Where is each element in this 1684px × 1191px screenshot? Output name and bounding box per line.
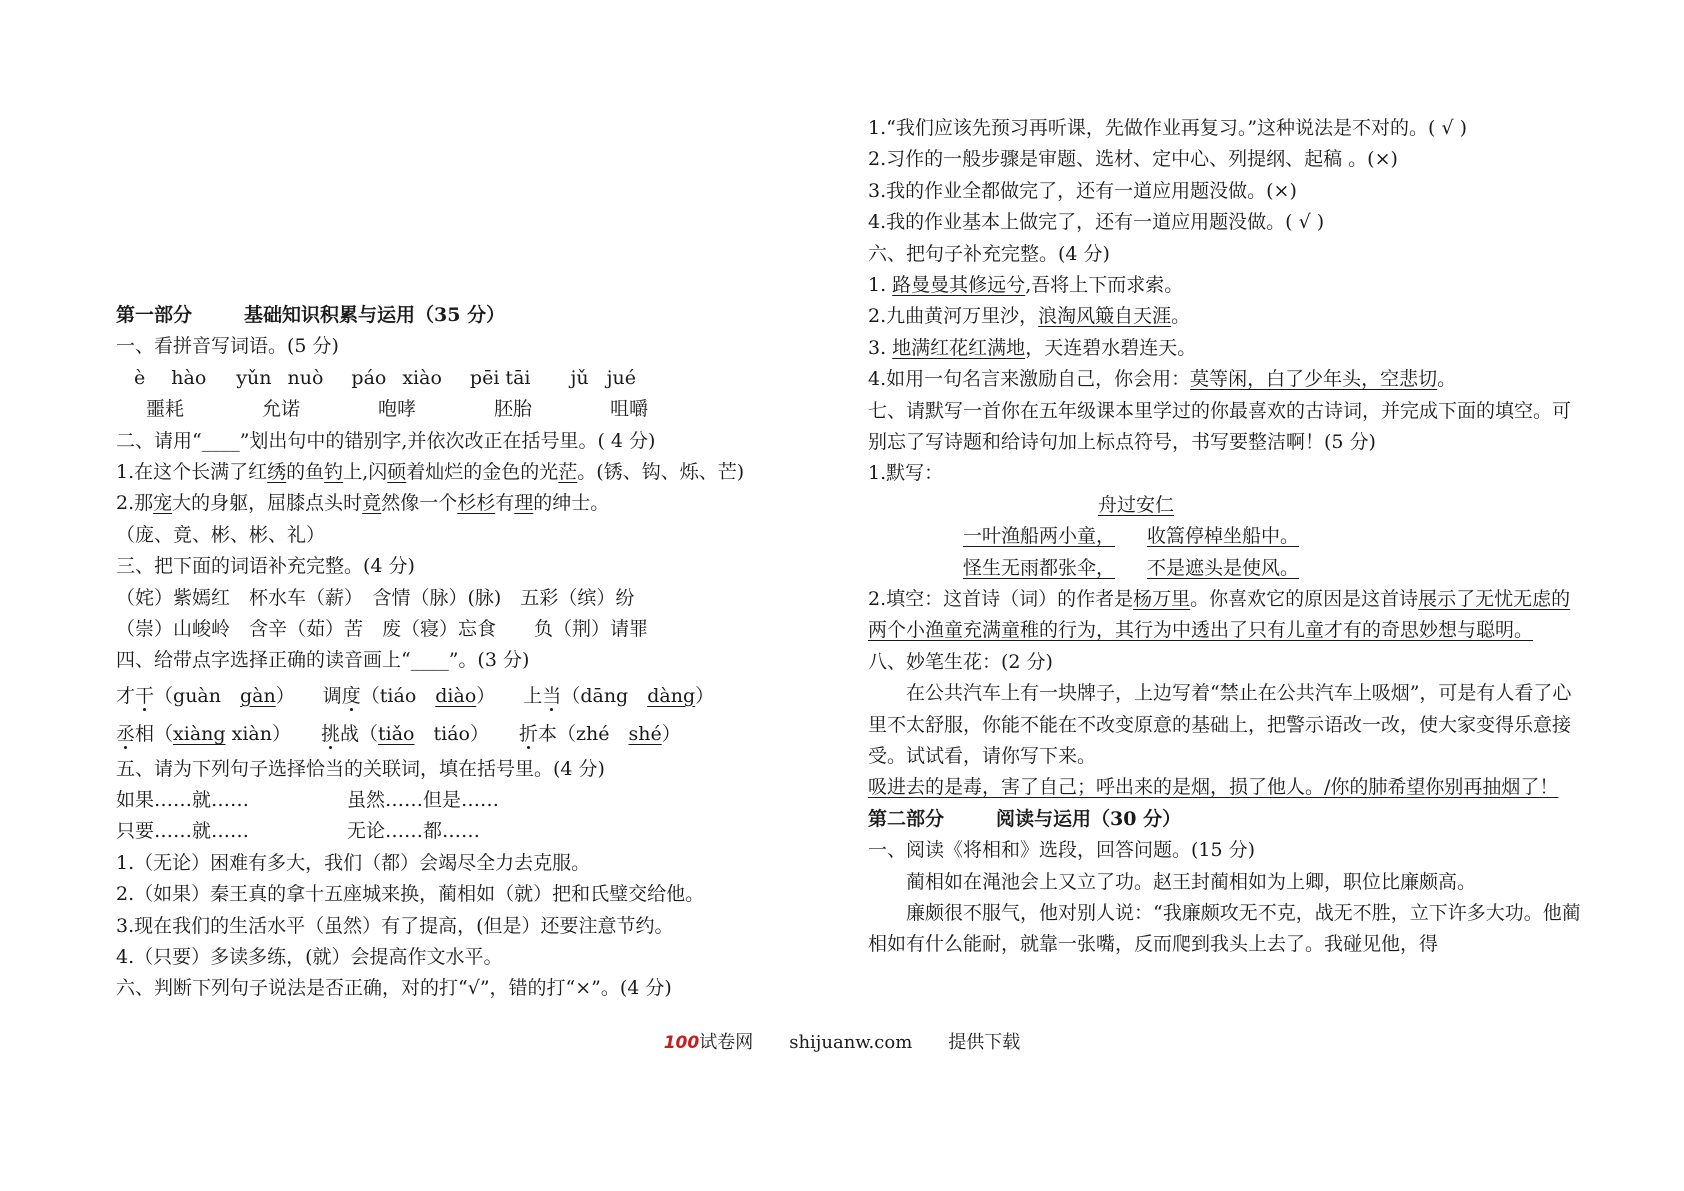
pinyin: yǔn	[236, 366, 272, 389]
answer: 莫等闲，白了少年头，空悲切	[1190, 368, 1438, 391]
answer-word: 允诺	[262, 398, 301, 421]
judge-item: 2.习作的一般步骤是审题、选材、定中心、列提纲、起稿 。(×)	[868, 148, 1398, 171]
text: 。你喜欢它的原因是这首诗	[1190, 587, 1419, 610]
poem-verse: 怪生无雨都张伞，	[963, 556, 1116, 579]
text: 然像一个	[381, 492, 458, 515]
dotted-char: 当	[542, 684, 562, 707]
option: 无论……都……	[347, 820, 481, 843]
option: 只要……就……	[116, 820, 250, 843]
text: 2.填空：这首诗（词）的作者是	[868, 587, 1134, 610]
q1-pinyin-row	[116, 363, 836, 394]
text: 上,闪	[343, 460, 388, 483]
text: ）	[476, 684, 496, 707]
q1-words-row	[116, 394, 836, 425]
text: 上	[523, 684, 543, 707]
text: 战（	[339, 723, 378, 746]
pinyin: è	[134, 366, 146, 389]
text: 才	[116, 684, 136, 707]
q3-row-2: （崇）山峻岭 含辛（茹）苦 废（寝）忘食 负（荆）请罪	[116, 617, 649, 640]
pinyin: jǔ	[570, 366, 589, 389]
text: xiàn）	[225, 723, 291, 746]
answer-pinyin: gàn	[240, 684, 276, 707]
poem-verse: 不是遮头是使风。	[1147, 556, 1300, 579]
answer-word: 噩耗	[146, 398, 185, 421]
part2-subtitle: 阅读与运用（30 分）	[996, 807, 1182, 830]
pinyin: pēi tāi	[469, 366, 531, 389]
page-footer	[0, 1028, 1684, 1058]
q2-answer: （庞、竟、彬、彬、礼）	[116, 523, 326, 546]
text: 相（	[135, 723, 174, 746]
answer-pinyin: diào	[435, 684, 477, 707]
q3-title: 三、把下面的词语补充完整。(4 分)	[116, 555, 415, 578]
site-name: 试卷网	[699, 1032, 754, 1053]
answer-word: 咆哮	[378, 398, 417, 421]
marked-char: 竟	[362, 492, 382, 515]
answer: 路曼曼其修远兮	[892, 273, 1026, 296]
q8-title: 八、妙笔生花：(2 分)	[868, 650, 1053, 673]
text: 着灿烂的金色的光	[406, 460, 559, 483]
site-logo-icon: 100	[663, 1033, 700, 1053]
text: 有	[495, 492, 515, 515]
pinyin: nuò	[287, 366, 324, 389]
part1-subtitle: 基础知识积累与运用（35 分）	[244, 304, 506, 326]
text: 4.如用一句名言来激励自己，你会用：	[868, 368, 1191, 391]
footer-note: 提供下载	[948, 1032, 1021, 1053]
text: 大的身躯，屈膝点头时	[172, 492, 363, 515]
q6-title: 六、判断下列句子说法是否正确，对的打“√”，错的打“×”。(4 分)	[116, 977, 672, 1000]
q5-options-1	[116, 785, 836, 816]
text: 3.	[868, 336, 893, 359]
dotted-char: 度	[341, 684, 361, 707]
text: ，天连碧水碧连天。	[1025, 336, 1197, 359]
part1-heading	[116, 300, 836, 331]
pinyin: hào	[171, 366, 207, 389]
judge-item: 3.我的作业全都做完了，还有一道应用题没做。(×)	[868, 179, 1297, 202]
text: （guàn	[154, 684, 240, 707]
poem-line-1	[868, 521, 1588, 552]
text: （tiáo	[360, 684, 436, 707]
answer-pinyin: xiàng	[173, 723, 226, 746]
marked-char: 硕	[387, 460, 407, 483]
answer-reason: 展示了无忧无虑的两个小渔童充满童稚的行为，其行为中透出了只有儿童才有的奇思妙想与聪明。	[868, 587, 1571, 642]
text: ）	[695, 684, 715, 707]
text: ）	[661, 723, 681, 746]
text: 本（zhé	[537, 723, 629, 746]
judge-item: 4.我的作业基本上做完了，还有一道应用题没做。( √ )	[868, 211, 1325, 234]
option: 虽然……但是……	[347, 789, 500, 812]
q1-title: 一、看拼音写词语。(5 分)	[116, 335, 339, 358]
pinyin: páo	[351, 366, 387, 389]
q5-sentence: 2.（如果）秦王真的拿十五座城来换，蔺相如（就）把和氏璧交给他。	[116, 883, 705, 906]
text: 1.在这个长满了红	[116, 460, 268, 483]
text: 2.九曲黄河万里沙，	[868, 305, 1039, 328]
pinyin: xiào	[402, 366, 442, 389]
marked-char: 宠	[153, 492, 173, 515]
q7-sub1: 1.默写：	[868, 462, 944, 485]
q8-text: 在公共汽车上有一块牌子，上边写着“禁止在公共汽车上吸烟”，可是有人看了心里不太舒服，你能不能在不改变原意的基础上，把警示语改一改，使大家变得乐意接受。试试看，请你写下来。	[868, 682, 1572, 767]
q5-options-2	[116, 816, 836, 847]
q2-sentence-2	[116, 488, 836, 519]
marked-char: 绣	[267, 460, 287, 483]
text: 调	[322, 684, 342, 707]
text: 1.	[868, 273, 893, 296]
answer: 浪淘风簸自天涯	[1038, 305, 1172, 328]
text: ）	[275, 684, 295, 707]
q7-title: 七、请默写一首你在五年级课本里学过的你最喜欢的古诗词，并完成下面的填空。可别忘了写诗题和给诗句加上标点符号，书写要整洁啊！(5 分)	[868, 399, 1572, 453]
answer: 地满红花红满地	[892, 336, 1026, 359]
text: 。	[1437, 368, 1457, 391]
pinyin: jué	[606, 366, 636, 389]
q8-answer	[868, 772, 1588, 803]
text: tiáo）	[414, 723, 489, 746]
part2-title: 第二部分	[868, 807, 945, 830]
text: 的绅士。	[533, 492, 610, 515]
marked-char: 钓	[324, 460, 344, 483]
q7-sub2	[868, 584, 1588, 647]
left-column	[116, 300, 836, 1005]
answer-word: 咀嚼	[610, 398, 649, 421]
q5-title: 五、请为下列句子选择恰当的关联词，填在括号里。(4 分)	[116, 757, 605, 780]
q6b-title: 六、把句子补充完整。(4 分)	[868, 242, 1110, 265]
q5-sentence: 3.现在我们的生活水平（虽然）有了提高，(但是）还要注意节约。	[116, 914, 674, 937]
option: 如果……就……	[116, 789, 250, 812]
dotted-char: 干	[135, 684, 155, 707]
dotted-char: 挑	[320, 723, 340, 746]
answer-author: 杨万里	[1133, 587, 1191, 610]
complete-2	[868, 301, 1588, 332]
text: 。(锈、钩、烁、芒)	[577, 460, 745, 483]
marked-char: 理	[514, 492, 534, 515]
site-url[interactable]: shijuanw.com	[789, 1032, 913, 1053]
q3-row-1: （姹）紫嫣红 杯水车（薪） 含情（脉）(脉) 五彩（缤）纷	[116, 586, 635, 609]
text: ,吾将上下而求索。	[1025, 273, 1184, 296]
text: 的鱼	[286, 460, 325, 483]
dotted-char: 丞	[116, 723, 136, 746]
q5-sentence: 1.（无论）困难有多大，我们（都）会竭尽全力去克服。	[116, 851, 591, 874]
complete-1	[868, 270, 1588, 301]
answer-word: 胚胎	[494, 398, 533, 421]
answer-pinyin: shé	[628, 723, 662, 746]
marked-char: 茫	[558, 460, 578, 483]
text: （dāng	[561, 684, 648, 707]
poem-line-2	[868, 553, 1588, 584]
answer: 吸进去的是毒，害了自己；呼出来的是烟，损了他人。/你的肺希望你别再抽烟了！	[868, 776, 1559, 799]
poem-verse: 一叶渔船两小童，	[963, 525, 1116, 548]
q4-title: 四、给带点字选择正确的读音画上“____”。(3 分)	[116, 649, 530, 672]
q4-row-2	[116, 715, 836, 754]
reading-paragraph-2: 廉颇很不服气，他对别人说：“我廉颇攻无不克，战无不胜，立下许多大功。他蔺相如有什么能耐，就靠一张嘴，反而爬到我头上去了。我碰见他，得	[868, 901, 1581, 956]
reading-title: 一、阅读《将相和》选段，回答问题。(15 分)	[868, 839, 1256, 862]
poem-title	[868, 490, 1588, 521]
poem-verse: 收篙停棹坐船中。	[1147, 525, 1300, 548]
poem-title-text: 舟过安仁	[1098, 493, 1175, 516]
complete-4	[868, 364, 1588, 395]
text: 。	[1171, 305, 1191, 328]
marked-char: 杉杉	[457, 492, 496, 515]
complete-3	[868, 333, 1588, 364]
text: 2.那	[116, 492, 154, 515]
q5-sentence: 4.（只要）多读多练，(就）会提高作文水平。	[116, 946, 503, 969]
judge-item: 1.“我们应该先预习再听课，先做作业再复习。”这种说法是不对的。( √ )	[868, 117, 1468, 139]
reading-paragraph-1: 蔺相如在渑池会上又立了功。赵王封蔺相如为上卿，职位比廉颇高。	[906, 870, 1477, 893]
dotted-char: 折	[518, 723, 538, 746]
part1-title: 第一部分	[116, 304, 193, 326]
q4-row-1	[116, 677, 836, 716]
answer-pinyin: dàng	[647, 684, 696, 707]
right-column	[868, 113, 1588, 961]
answer-pinyin: tiǎo	[378, 723, 415, 746]
q2-sentence-1	[116, 457, 836, 488]
part2-heading	[868, 804, 1588, 835]
q2-title: 二、请用“____”划出句中的错别字,并依次改正在括号里。( 4 分)	[116, 429, 656, 452]
